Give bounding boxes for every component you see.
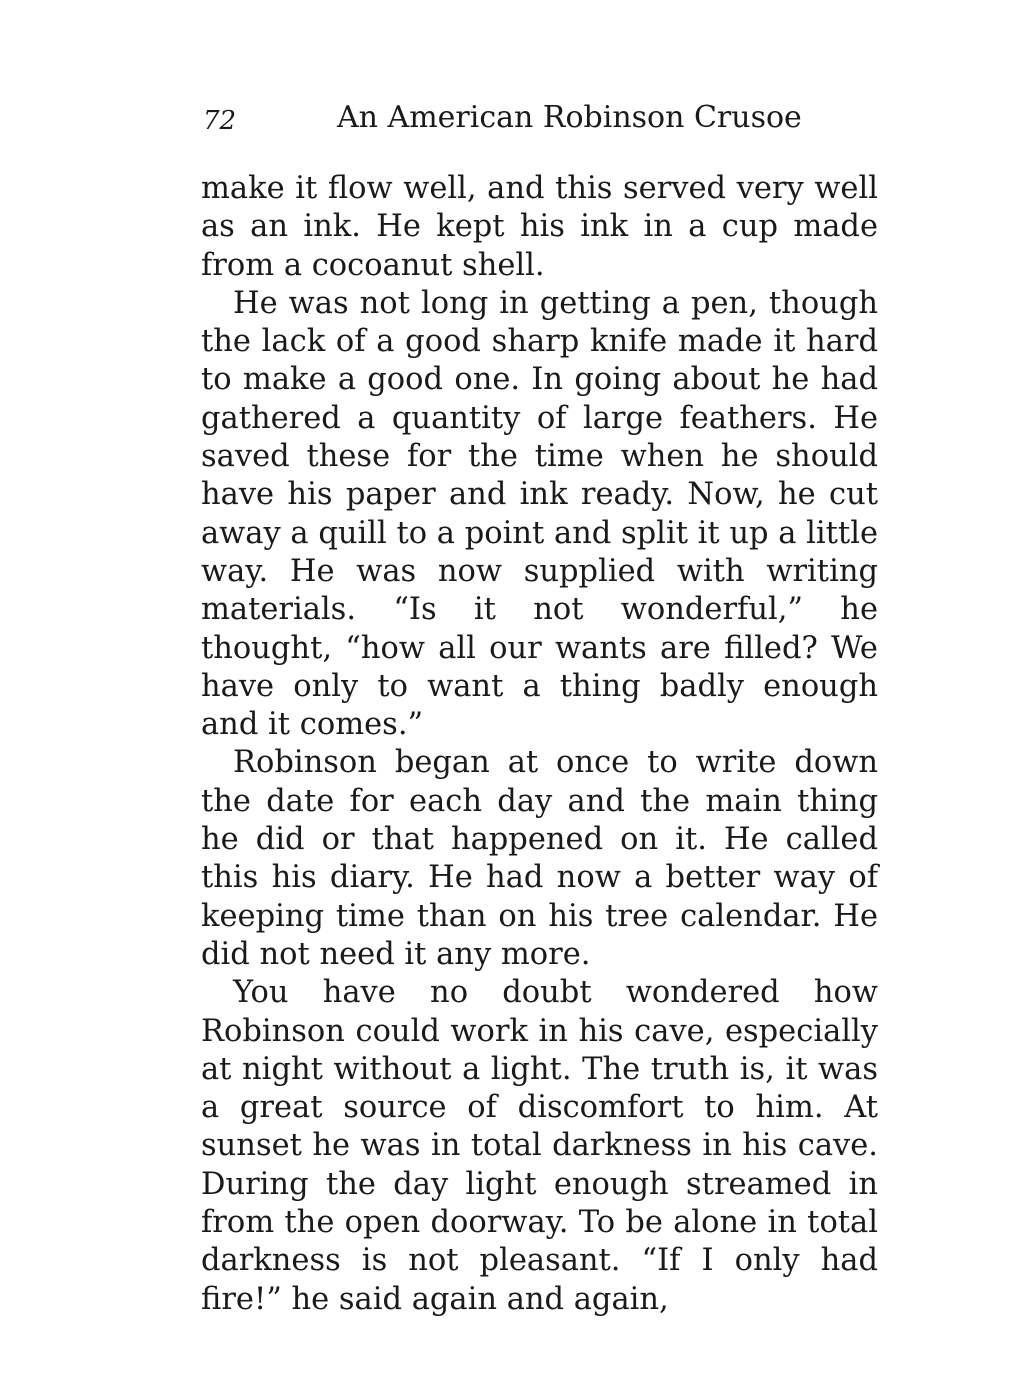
paragraph: He was not long in getting a pen, though the lack of a good sharp knife made it hard to make a good one. In going about he had gathered a quantity of large feathers. He saved these for the time when he should have his paper and ink ready. Now, he cut away a quill to a point and split it up a little way. He was now supplied with writing materials. “Is it not wonderful,” he thought, “how all our wants are filled? We have only to want a thing badly enough and it comes.” [201, 285, 878, 743]
page-header [203, 100, 883, 140]
running-title: An American Robinson Crusoe [337, 100, 802, 135]
paragraph-continued: make it flow well, and this served very well as an ink. He kept his ink in a cup made from a cocoanut shell. [201, 171, 878, 283]
paragraph: You have no doubt wondered how Robinson could work in his cave, especially at night without a light. The truth is, it was a great source of discomfort to him. At sunset he was in total darkness in his cave. During the day light enough streamed in from the open doorway. To be alone in total darkness is not pleasant. “If I only had fire!” he said again and again, [201, 975, 878, 1317]
page-number: 72 [203, 106, 237, 136]
body-text [201, 170, 878, 1319]
paragraph: Robinson began at once to write down the date for each day and the main thing he did or that happened on it. He called this his diary. He had now a better way of keeping time than on his tree calendar. He did not need it any more. [201, 745, 878, 972]
